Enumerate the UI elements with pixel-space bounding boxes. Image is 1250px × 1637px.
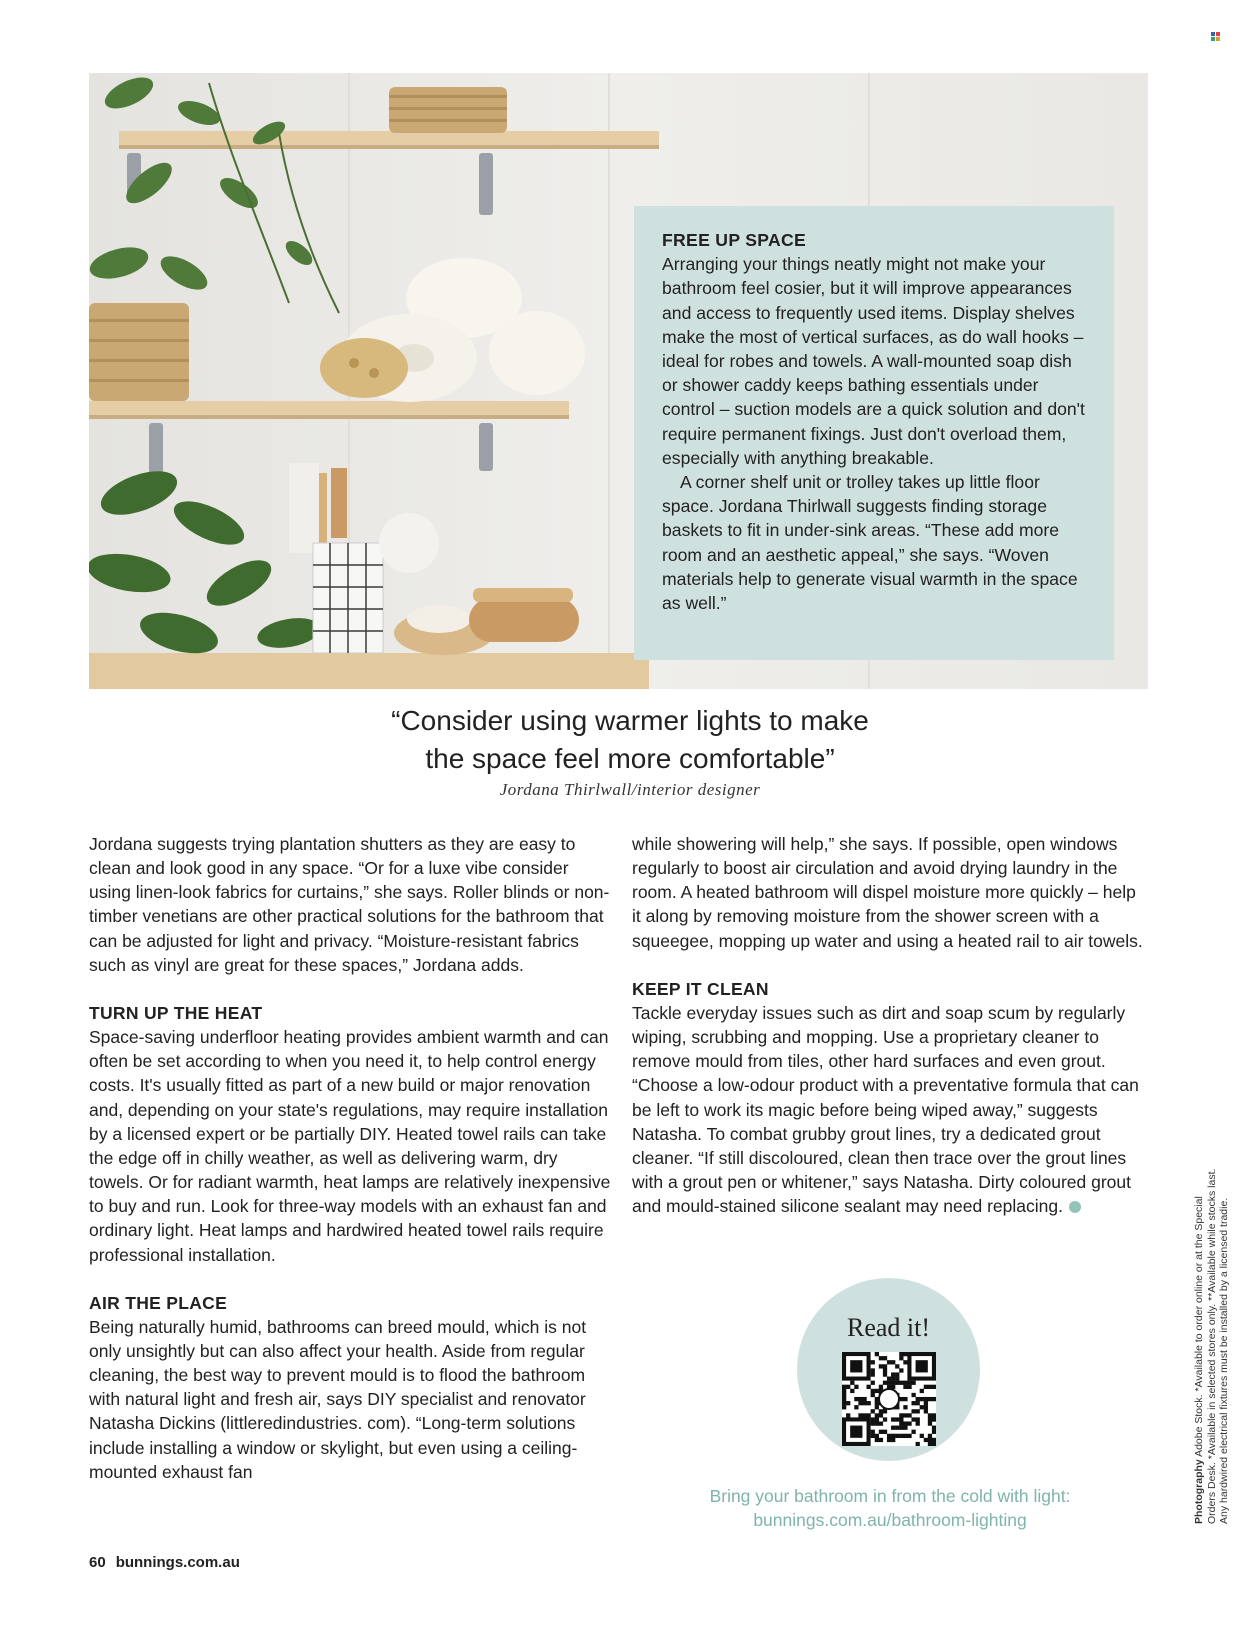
credits-line [1193, 1164, 1206, 1524]
credits-label: Photography [1193, 1459, 1205, 1524]
left-column [89, 832, 614, 1484]
section-heading: AIR THE PLACE [89, 1292, 228, 1313]
footer-site: bunnings.com.au [115, 1554, 240, 1571]
sidebar-paragraph: A corner shelf unit or trolley takes up little floor space. Jordana Thirlwall suggests finding storage baskets to fit in under-sink areas. “These add more room and an aesthetic appeal,” she says. “Woven materials help to generate visual warmth in the space as well.” [662, 472, 1078, 614]
pull-quote [200, 702, 1060, 778]
right-column [632, 832, 1148, 1218]
read-it-title: Read it! [846, 1313, 931, 1342]
page-number: 60 [89, 1554, 106, 1571]
quote-attribution: Jordana Thirlwall/interior designer [499, 780, 761, 799]
qr-code-icon[interactable] [842, 1352, 936, 1446]
section-body: Space-saving underfloor heating provides ambient warmth and can often be set according to when you need it, to help control energy costs. It's usually fitted as part of a new build or major renovation and, depending on your state's regulations, may require installation by a licensed expert or be partially DIY. Heated towel rails can take the edge off in chilly weather, as well as delivering warm, dry towels. Or for radiant warmth, heat lamps are relatively inexpensive to buy and run. Look for three-way models with an exhaust fan and ordinary light. Heat lamps and hardwired heated towel rails require professional installation. [89, 1027, 611, 1265]
end-mark-icon [1069, 1201, 1081, 1213]
sidebar-paragraph: Arranging your things neatly might not make your bathroom feel cosier, but it will improve appearances and access to frequently used items. Display shelves make the most of vertical surfaces, as do wall hooks – ideal for robes and towels. A wall-mounted soap dish or shower caddy keeps bathing essentials under control – suction models are a quick solution and don't require permanent fixings. Just don't overload them, especially with anything breakable. [662, 254, 1085, 468]
continued-paragraph: while showering will help,” she says. If possible, open windows regularly to boost air circulation and avoid drying laundry in the room. A heated bathroom will dispel moisture more quickly – help it along by removing moisture from the shower screen with a squeegee, mopping up water and using a heated rail to air towels. [632, 834, 1143, 951]
credits-line: Any hardwired electrical fixtures must be installed by a licensed tradie. [1218, 1197, 1230, 1524]
credits-line: Orders Desk. *Available in selected stores only. **Available while stocks last. [1205, 1168, 1218, 1524]
pull-quote-line: “Consider using warmer lights to make [391, 705, 869, 736]
section-heading: TURN UP THE HEAT [89, 1002, 263, 1023]
qr-code-graphic [842, 1352, 936, 1446]
credits-text: Adobe Stock. *Available to order online or at the Special [1193, 1196, 1205, 1460]
photo-credits [1193, 1164, 1231, 1524]
intro-paragraph: Jordana suggests trying plantation shutters as they are easy to clean and look good in any space. “Or for a luxe vibe consider using linen-look fabrics for curtains,” she says. Roller blinds or non-timber venetians are other practical solutions for the bathroom that can be adjusted for light and privacy. “Moisture-resistant fabrics such as vinyl are great for these spaces,” Jordana adds. [89, 834, 610, 975]
page-footer [89, 1554, 240, 1571]
caption-link[interactable]: bunnings.com.au/bathroom-lighting [753, 1510, 1027, 1530]
sidebar-heading: FREE UP SPACE [662, 230, 807, 250]
read-it-badge [797, 1278, 980, 1461]
corner-color-mark-icon [1211, 32, 1220, 41]
section-heading: KEEP IT CLEAN [632, 978, 769, 999]
section-body [632, 1001, 1148, 1218]
clean-body-text: Tackle everyday issues such as dirt and soap scum by regularly wiping, scrubbing and mopping. Use a proprietary cleaner to remove mould from tiles, other hard surfaces and even grout. “Choose a low-odour product with a preventative formula that can be left to work its magic before being wiped away,” suggests Natasha. To combat grubby grout lines, try a dedicated grout cleaner. “If still discoloured, clean then trace over the grout lines with a grout pen or whitener,” says Natasha. Dirty coloured grout and mould-stained silicone sealant may need replacing. [632, 1002, 1139, 1217]
free-up-space-box [634, 206, 1114, 660]
pull-quote-line: the space feel more comfortable” [425, 743, 835, 774]
caption-line: Bring your bathroom in from the cold with light: [709, 1486, 1071, 1506]
section-body: Being naturally humid, bathrooms can breed mould, which is not only unsightly but can also affect your health. Aside from regular cleaning, the best way to prevent mould is to flood the bathroom with natural light and fresh air, says DIY specialist and renovator Natasha Dickins (littleredindustries. com). “Long-term solutions include installing a window or skylight, but even using a ceiling-mounted exhaust fan [89, 1316, 587, 1482]
read-it-caption[interactable] [620, 1484, 1160, 1532]
